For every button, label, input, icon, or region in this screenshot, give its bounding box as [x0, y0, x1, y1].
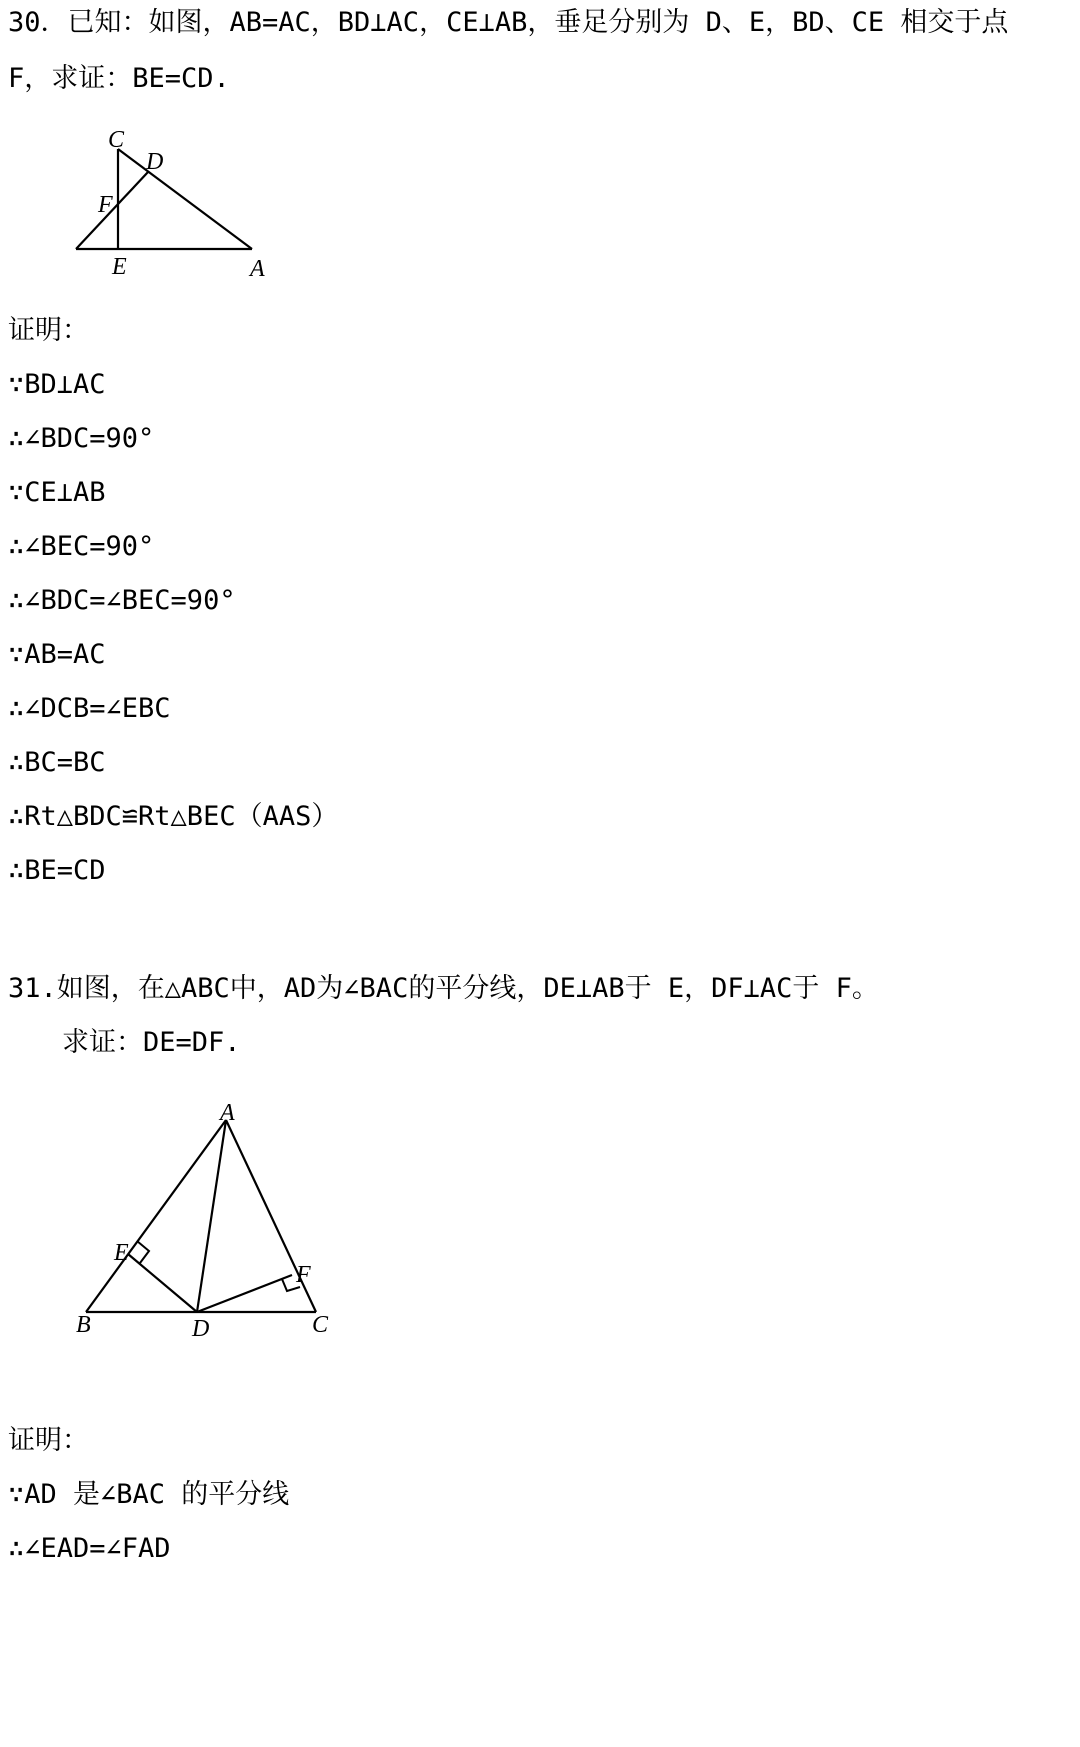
- label-C: C: [312, 1312, 329, 1338]
- problem30-proof-step: ∴∠BDC=∠BEC=90°: [8, 585, 236, 616]
- problem30-statement-line1: 30．已知：如图，AB=AC，BD⊥AC，CE⊥AB，垂足分别为 D、E，BD、CE 相交于点: [8, 7, 1009, 38]
- problem30-proof-step: ∴∠DCB=∠EBC: [8, 693, 171, 724]
- label-A: A: [250, 256, 265, 282]
- problem30-proof-heading: 证明：: [8, 315, 89, 346]
- problem30-statement-line2: F，求证：BE=CD.: [8, 63, 230, 94]
- label-A: A: [220, 1100, 235, 1126]
- label-B: B: [76, 1312, 91, 1338]
- problem30-proof-step: ∴∠BEC=90°: [8, 531, 155, 562]
- problem30-proof-step: ∴∠BDC=90°: [8, 423, 155, 454]
- label-F: F: [296, 1262, 311, 1288]
- segment-DF: [197, 1275, 292, 1312]
- segment-CA: [118, 149, 252, 249]
- problem31-proof-heading: 证明：: [8, 1425, 89, 1456]
- segment-AD: [197, 1120, 226, 1312]
- problem30-proof-step: ∵AB=AC: [8, 639, 106, 670]
- problem31-proof-step: ∵AD 是∠BAC 的平分线: [8, 1479, 290, 1510]
- label-F: F: [98, 192, 113, 218]
- problem30-proof-step: ∴BE=CD: [8, 855, 106, 886]
- problem30-proof-step: ∵BD⊥AC: [8, 369, 106, 400]
- problem31-statement-line1: 31.如图，在△ABC中，AD为∠BAC的平分线，DE⊥AB于 E，DF⊥AC于 F。: [8, 973, 879, 1004]
- problem30-proof-step: ∴BC=BC: [8, 747, 106, 778]
- label-E: E: [112, 254, 127, 280]
- problem30-proof-step: ∴Rt△BDC≌Rt△BEC（AAS）: [8, 801, 339, 832]
- segment-DE: [128, 1254, 197, 1312]
- problem30-figure: [60, 120, 300, 290]
- segment-AB: [86, 1120, 226, 1312]
- right-angle-mark-E: [137, 1241, 149, 1263]
- label-C: C: [108, 127, 125, 153]
- problem30-proof-step: ∵CE⊥AB: [8, 477, 106, 508]
- problem31-proof-step: ∴∠EAD=∠FAD: [8, 1533, 171, 1564]
- label-E: E: [114, 1240, 129, 1266]
- problem31-statement-line2: 求证：DE=DF.: [62, 1027, 241, 1058]
- label-D: D: [192, 1316, 210, 1342]
- label-D: D: [146, 149, 164, 175]
- problem31-figure: [70, 1090, 370, 1360]
